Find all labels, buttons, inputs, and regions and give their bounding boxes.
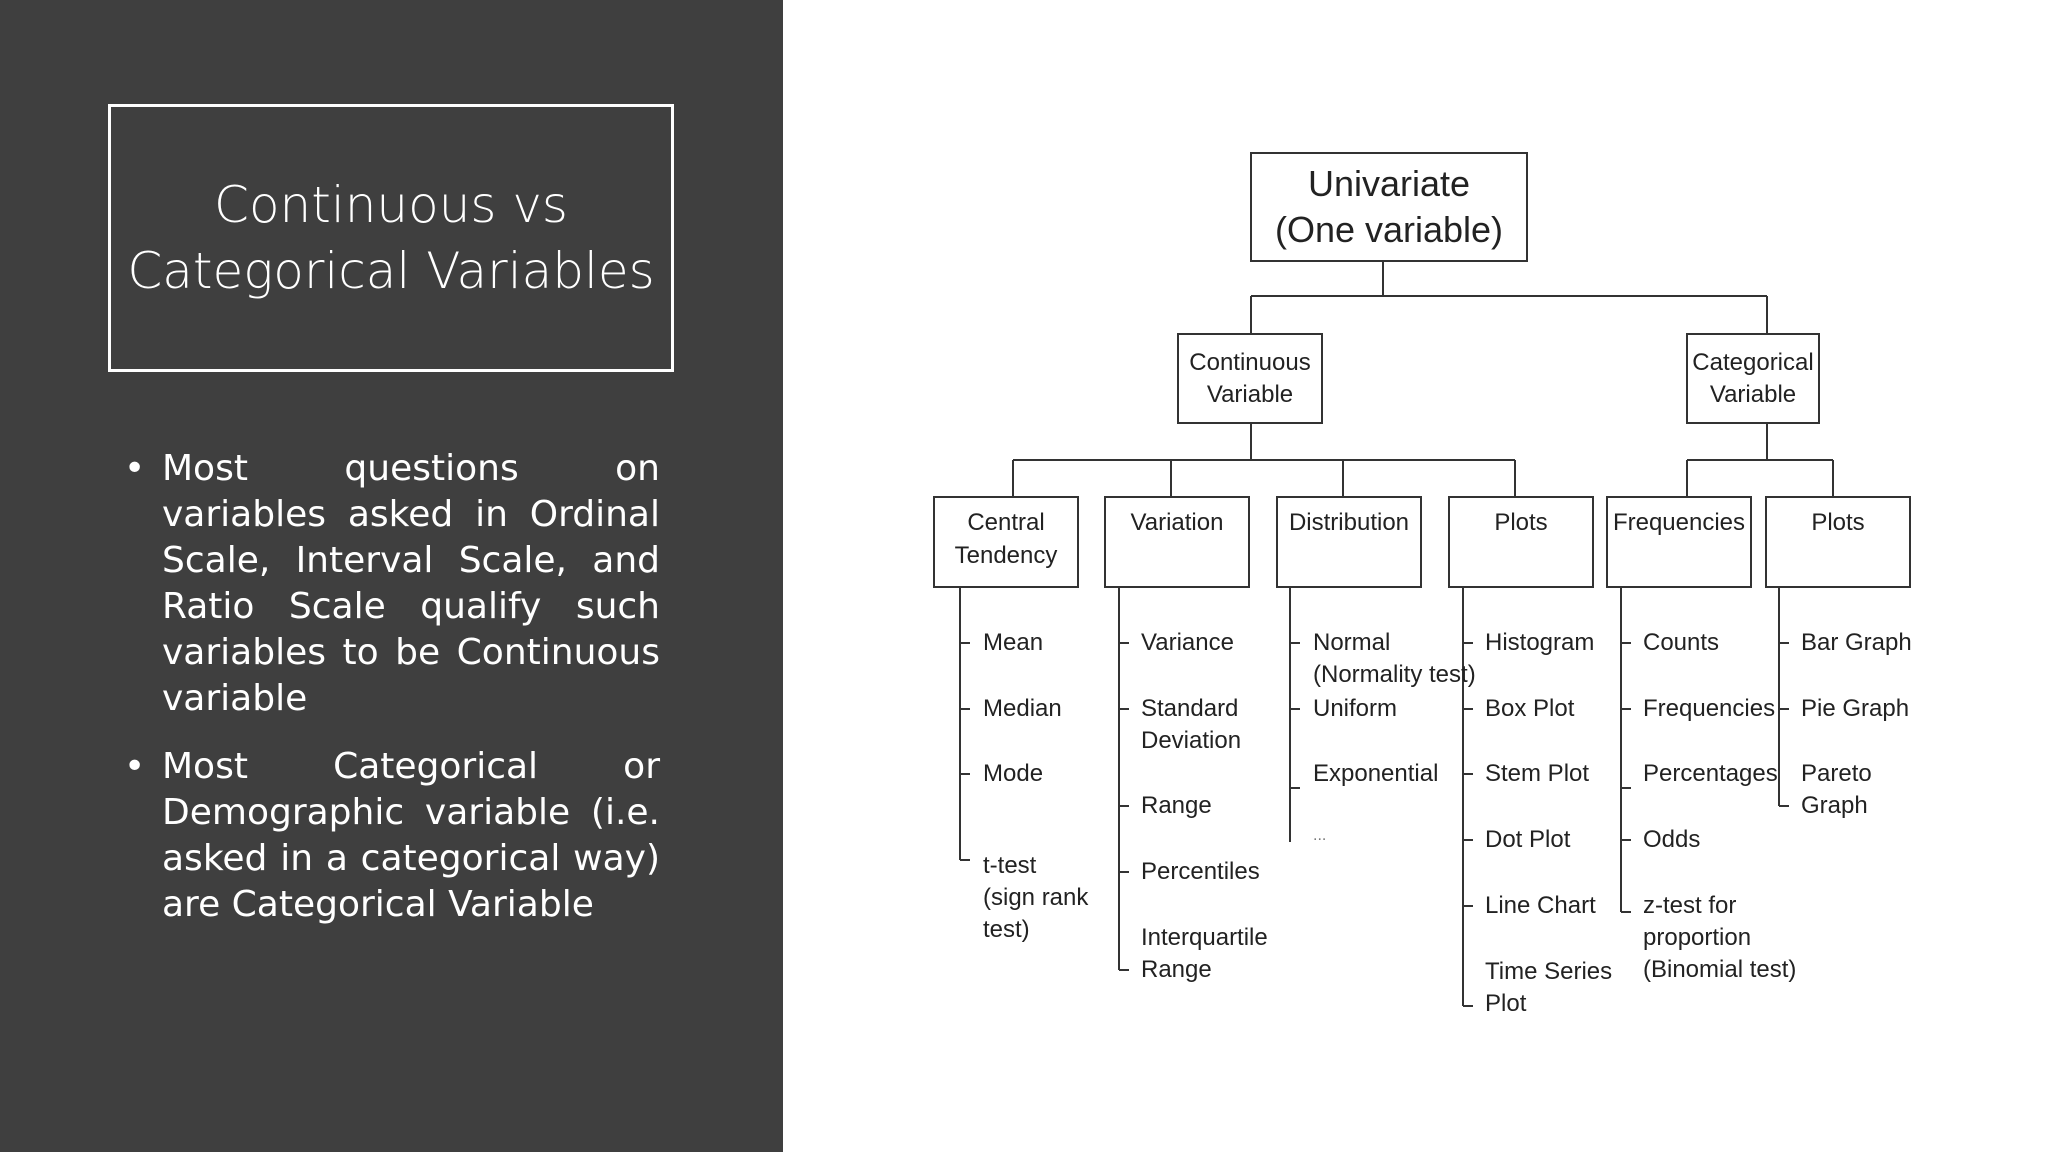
continuous-label-line-1: Continuous bbox=[1189, 348, 1311, 376]
bullet-item bbox=[120, 744, 660, 928]
bullet-text: Most questions on variables asked in Ordinal Scale, Interval Scale, and Ratio Scale qualify such variables to be Continuous variable bbox=[162, 448, 660, 719]
leaf-box-plot: Box Plot bbox=[1485, 695, 1575, 722]
leaf-exponential: Exponential bbox=[1313, 760, 1439, 787]
leaf-percentages: Percentages bbox=[1643, 760, 1778, 787]
plots-continuous-node bbox=[1448, 496, 1594, 588]
univariate-diagram bbox=[783, 0, 2048, 1152]
time-series-line-2: Plot bbox=[1485, 990, 1527, 1017]
bullet-item bbox=[120, 446, 660, 722]
normal-line-1: Normal bbox=[1313, 629, 1391, 656]
root-label-line-2: (One variable) bbox=[1274, 209, 1504, 250]
leaf-ellipsis: ... bbox=[1313, 827, 1327, 844]
categorical-variable-node bbox=[1686, 333, 1820, 424]
distribution-label: Distribution bbox=[1288, 509, 1410, 536]
standard-deviation-line-1: Standard bbox=[1141, 695, 1239, 722]
bullet-dot: • bbox=[124, 746, 146, 787]
interquartile-line-2: Range bbox=[1141, 956, 1212, 983]
z-test-line-3: (Binomial test) bbox=[1643, 956, 1797, 983]
root-label-line-1: Univariate bbox=[1307, 163, 1471, 204]
left-panel bbox=[0, 0, 783, 1152]
continuous-label-line-2: Variable bbox=[1206, 380, 1294, 408]
bullet-list bbox=[120, 446, 660, 950]
bullet-dot: • bbox=[124, 448, 146, 489]
leaf-mean: Mean bbox=[983, 629, 1044, 656]
time-series-line-1: Time Series bbox=[1485, 958, 1613, 985]
leaf-normal bbox=[1313, 627, 1476, 691]
categorical-label-line-2: Variable bbox=[1709, 380, 1797, 408]
leaf-z-test bbox=[1643, 890, 1796, 986]
pareto-line-1: Pareto bbox=[1801, 760, 1872, 787]
t-test-line-2: (sign rank bbox=[983, 884, 1089, 911]
leaf-range: Range bbox=[1141, 792, 1212, 819]
slide-title bbox=[108, 104, 674, 372]
leaf-frequencies: Frequencies bbox=[1643, 695, 1776, 722]
distribution-node bbox=[1276, 496, 1422, 588]
title-line-1: Continuous vs bbox=[214, 176, 568, 234]
leaf-stem-plot: Stem Plot bbox=[1485, 760, 1590, 787]
pareto-line-2: Graph bbox=[1801, 792, 1868, 819]
central-tendency-label-line-1: Central bbox=[967, 509, 1045, 536]
leaf-counts: Counts bbox=[1643, 629, 1720, 656]
leaf-odds: Odds bbox=[1643, 826, 1701, 853]
z-test-line-2: proportion bbox=[1643, 924, 1752, 951]
normal-line-2: (Normality test) bbox=[1313, 661, 1476, 688]
leaf-line-chart: Line Chart bbox=[1485, 892, 1596, 919]
continuous-variable-node bbox=[1177, 333, 1323, 424]
t-test-line-3: test) bbox=[983, 916, 1030, 943]
leaf-time-series-plot bbox=[1485, 956, 1612, 1020]
leaf-median: Median bbox=[983, 695, 1062, 722]
leaf-uniform: Uniform bbox=[1313, 695, 1398, 722]
leaf-t-test bbox=[983, 850, 1088, 946]
categorical-label-line-1: Categorical bbox=[1692, 348, 1814, 376]
leaf-dot-plot: Dot Plot bbox=[1485, 826, 1571, 853]
leaf-standard-deviation bbox=[1141, 693, 1241, 757]
leaf-interquartile-range bbox=[1141, 922, 1268, 986]
leaf-percentiles: Percentiles bbox=[1141, 858, 1260, 885]
variation-node bbox=[1104, 496, 1250, 588]
leaf-bar-graph: Bar Graph bbox=[1801, 629, 1912, 656]
leaf-pie-graph: Pie Graph bbox=[1801, 695, 1910, 722]
bullet-text: Most Categorical or Demographic variable (i.e. asked in a categorical way) are Categorical Variable bbox=[162, 746, 660, 925]
plots-categorical-node bbox=[1765, 496, 1911, 588]
central-tendency-node bbox=[933, 496, 1079, 588]
plots-categorical-label: Plots bbox=[1811, 509, 1865, 536]
title-line-2: Categorical Variables bbox=[127, 242, 655, 300]
univariate-root-node bbox=[1250, 152, 1528, 262]
leaf-histogram: Histogram bbox=[1485, 629, 1595, 656]
z-test-line-1: z-test for bbox=[1643, 892, 1737, 919]
variation-label: Variation bbox=[1130, 509, 1224, 536]
leaf-mode: Mode bbox=[983, 760, 1044, 787]
plots-continuous-label: Plots bbox=[1494, 509, 1548, 536]
standard-deviation-line-2: Deviation bbox=[1141, 727, 1242, 754]
central-tendency-label-line-2: Tendency bbox=[954, 542, 1058, 569]
leaf-pareto-graph bbox=[1801, 758, 1872, 822]
leaf-variance: Variance bbox=[1141, 629, 1234, 656]
frequencies-label: Frequencies bbox=[1612, 509, 1746, 536]
interquartile-line-1: Interquartile bbox=[1141, 924, 1268, 951]
frequencies-node bbox=[1606, 496, 1752, 588]
t-test-line-1: t-test bbox=[983, 852, 1037, 879]
